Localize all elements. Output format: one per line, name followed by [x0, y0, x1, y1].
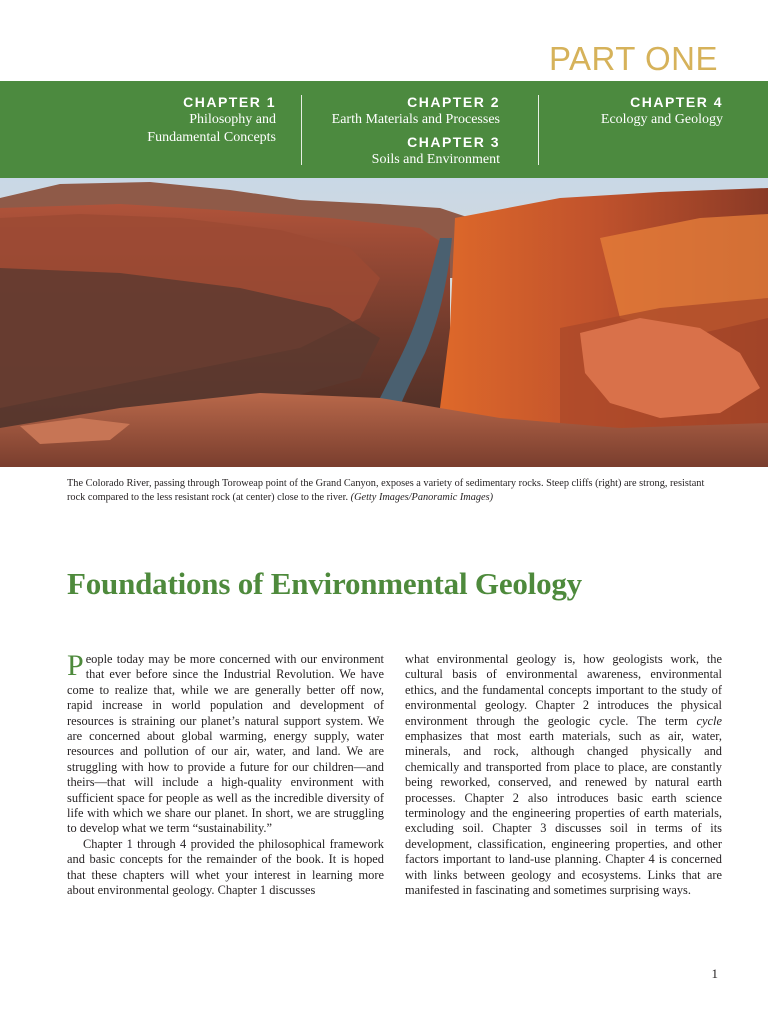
chapter-2-3-entry: [280, 93, 500, 169]
chapter-1-title-line-2: Fundamental Concepts: [147, 130, 276, 145]
chapter-2-number: CHAPTER 2: [407, 94, 500, 110]
chapter-4-title: Ecology and Geology: [600, 112, 723, 127]
figure-caption: [67, 477, 717, 504]
paragraph-2: Chapter 1 through 4 provided the philosophical framework and basic concepts for the remainder of the book. It is hoped that these chapters will whet your interest in learning more about environmental geology. Chapter 1 discusses: [67, 836, 384, 898]
body-column-right: [405, 652, 722, 899]
chapter-1-entry: [76, 93, 276, 147]
paragraph-1-text: eople today may be more concerned with our environment that ever before since the Industrial Revolution. We have come to realize that, while we are generally better off now, rapid increase in world population and development of resources is straining our planet’s natural support system. We are concerned about global warming, energy supply, water resources and pollution of our air, water, and land. We are struggling with how to provide a future for our children—and theirs—that will include a high-quality environment with sufficient space for people as well as the incredible diversity of life with which we share our planet. In short, we are struggling to develop what we term “sustainability.”: [67, 652, 384, 836]
chapter-4-number: CHAPTER 4: [630, 94, 723, 110]
paragraph-3: [405, 652, 722, 899]
chapter-3-number: CHAPTER 3: [407, 134, 500, 150]
chapter-1-title-line-1: Philosophy and: [189, 112, 276, 127]
chapter-4-entry: [523, 93, 723, 129]
body-column-left: [67, 649, 384, 899]
photo-credit: (Getty Images/Panoramic Images): [350, 491, 494, 503]
page-number: 1: [711, 966, 718, 981]
caption-text: The Colorado River, passing through Toroweap point of the Grand Canyon, exposes a variety of sedimentary rocks. Steep cliffs (right) are strong, resistant rock compared to the less resistant rock (at center) close to the river.: [67, 478, 705, 503]
chapter-1-number: CHAPTER 1: [183, 94, 276, 110]
term-cycle: cycle: [696, 713, 722, 728]
chapter-3-title: Soils and Environment: [371, 152, 500, 167]
chapter-2-title: Earth Materials and Processes: [331, 112, 500, 127]
part-heading: Foundations of Environmental Geology: [67, 566, 582, 601]
part-title: PART ONE: [548, 40, 718, 77]
drop-cap: P: [67, 649, 84, 682]
paragraph-1: [67, 649, 384, 837]
grand-canyon-photo: [0, 178, 768, 467]
chapter-band: [0, 81, 768, 178]
paragraph-3-part-1: what environmental geology is, how geologists work, the cultural basis of environmental awareness, environmental ethics, and the fundamental concepts important to the study of environmental geology. Chapter 2 introduces the physical environment through the geologic cycle. The term: [405, 652, 722, 728]
paragraph-3-part-2: emphasizes that most earth materials, such as air, water, minerals, and rock, although changed physically and chemically and transported from place to place, are constantly being reworked, conserved, and renewed by natural earth processes. Chapter 2 also introduces basic earth science terminology and the engineering properties of earth materials, excluding soil. Chapter 3 discusses soil in terms of its development, classification, engineering properties, and other factors important to land-use planning. Chapter 4 is concerned with links between geology and ecosystems. Links that are manifested in fascinating and sometimes surprising ways.: [405, 729, 722, 898]
